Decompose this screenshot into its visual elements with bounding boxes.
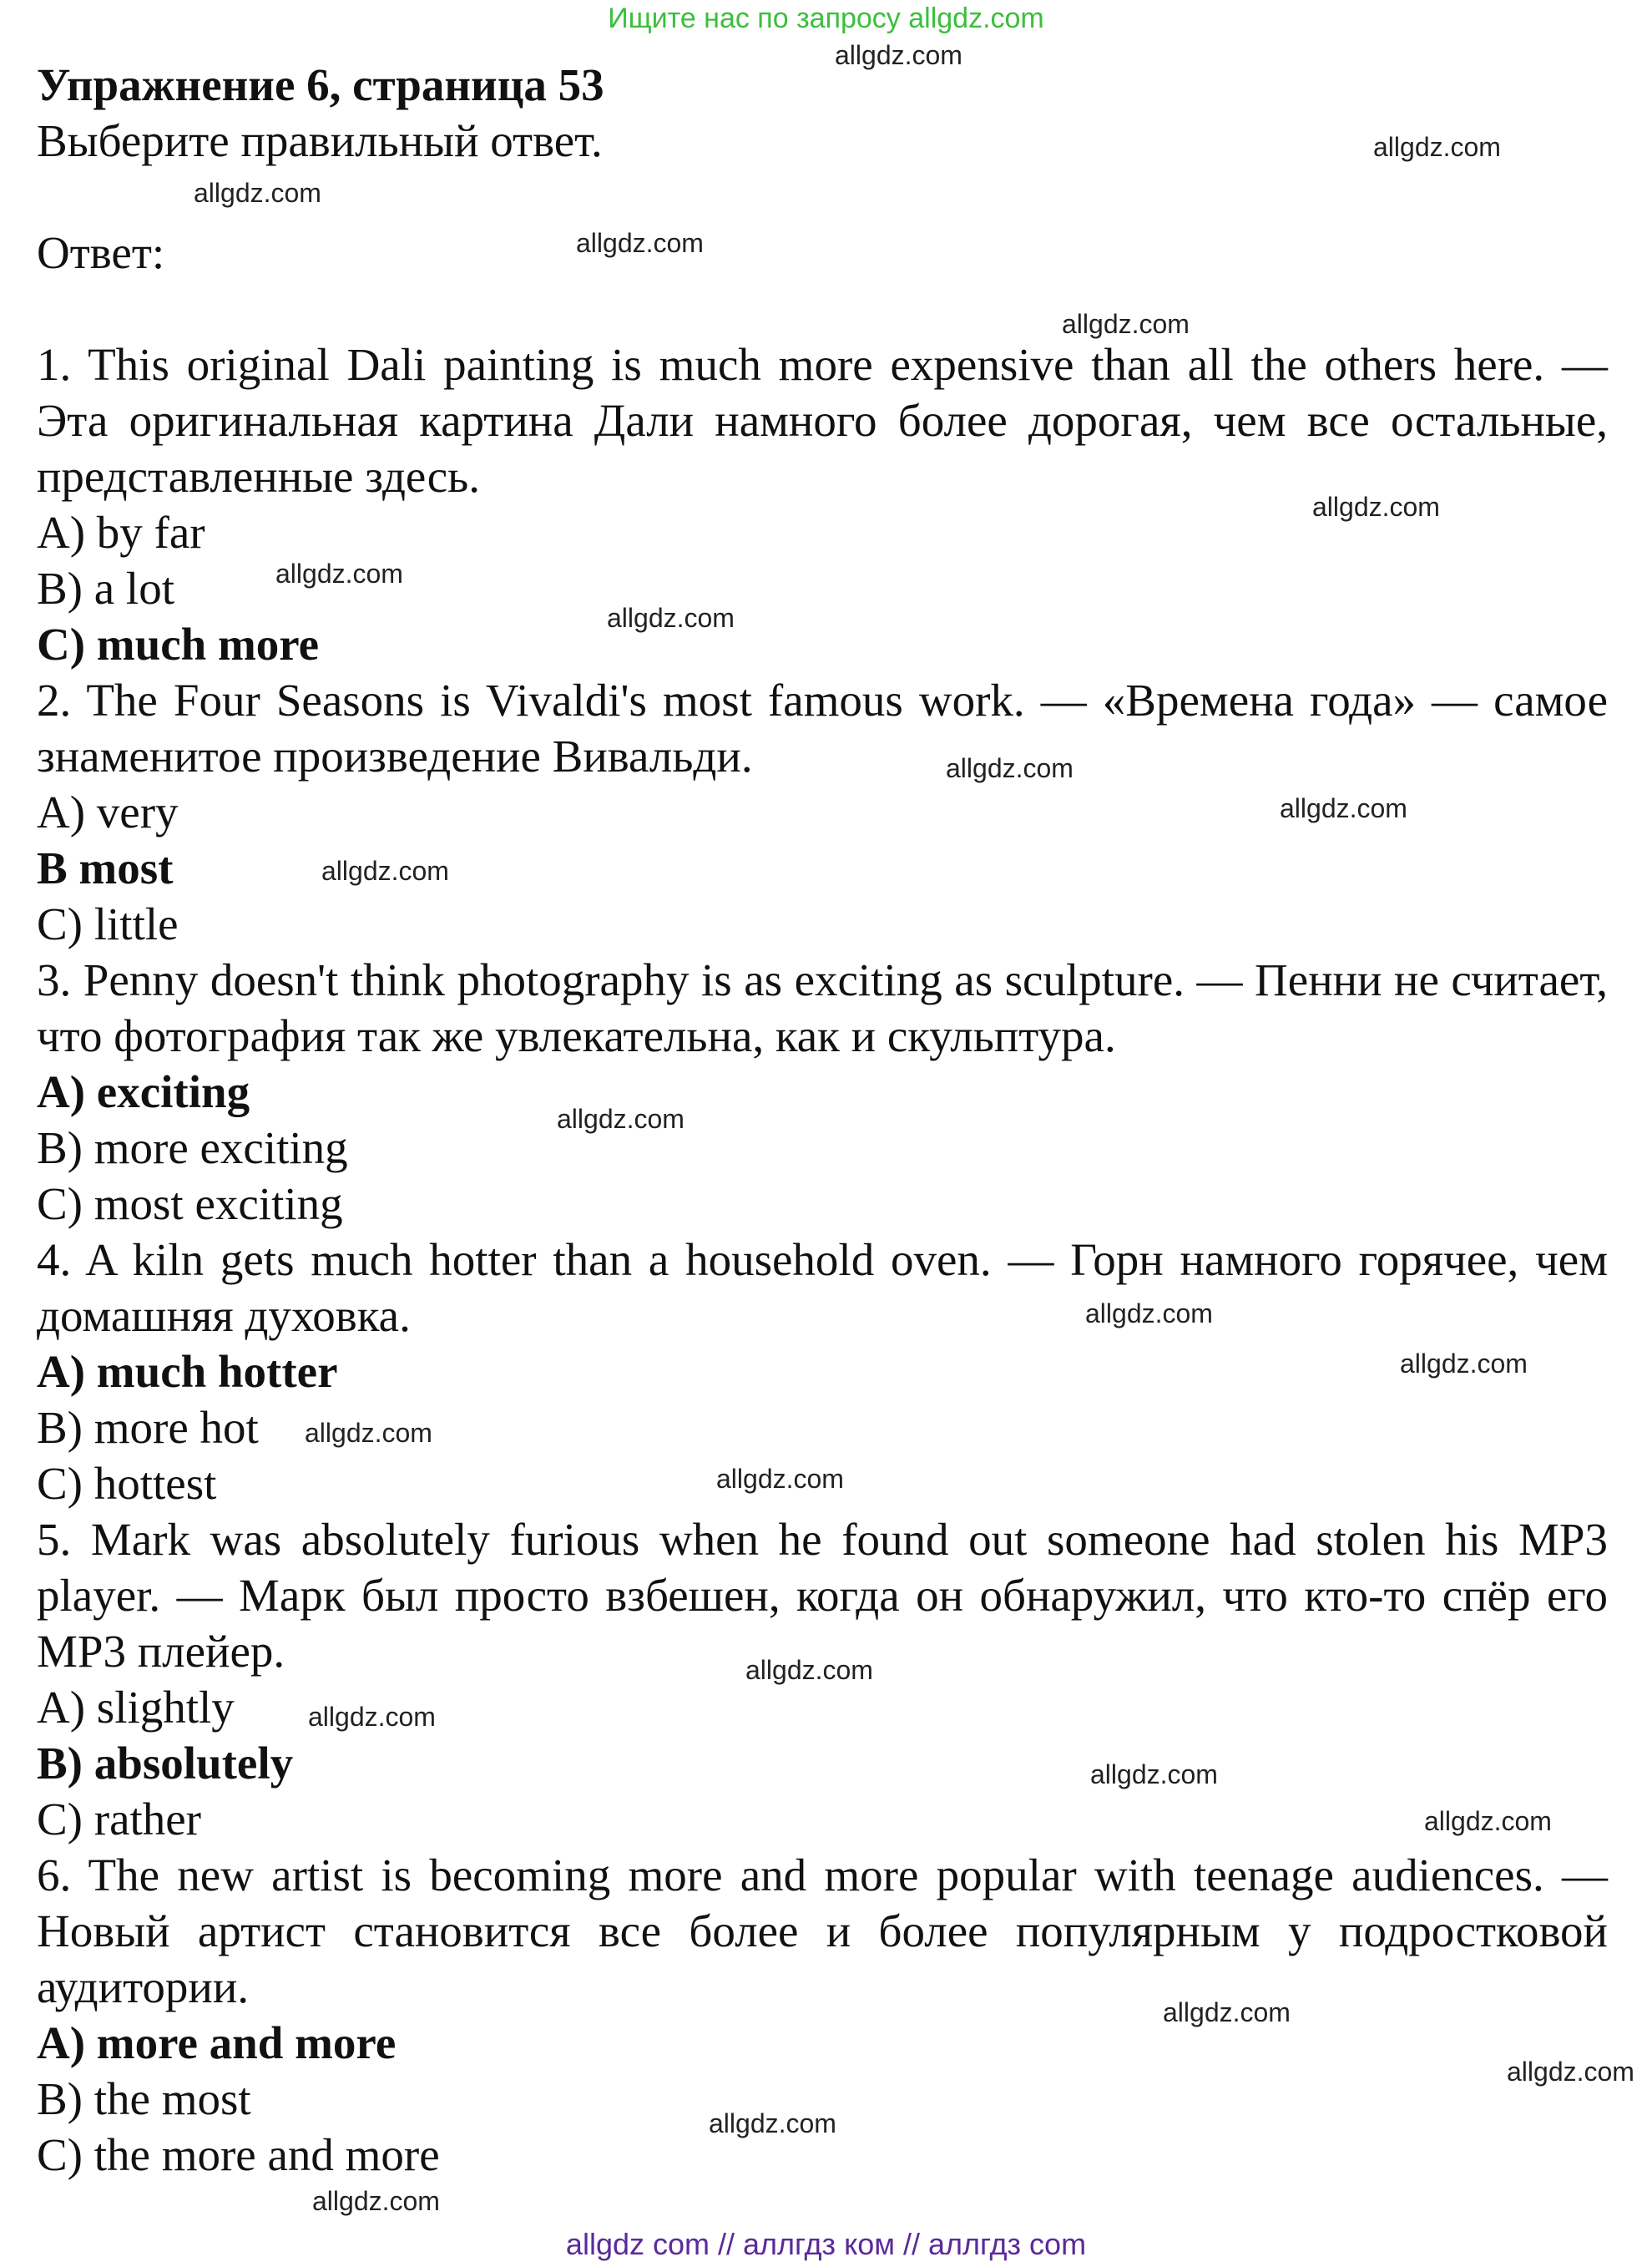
exercise-title: Упражнение 6, страница 53	[37, 59, 604, 110]
answer-option: B) a lot	[37, 563, 174, 614]
watermark: allgdz.com	[835, 40, 962, 70]
question-text: 1. This original Dali painting is much more expensive than all the others here. — Эта оригинальная картина Дали намного более дорогая, чем все остальные, представленные здесь.	[37, 339, 1608, 502]
answer-label: Ответ:	[37, 227, 165, 278]
answer-option: B) more hot	[37, 1402, 259, 1453]
watermark: allgdz.com	[1280, 793, 1407, 823]
answer-option-correct: A) exciting	[37, 1066, 250, 1117]
watermark: allgdz.com	[1373, 132, 1501, 162]
exercise-content	[37, 57, 1608, 2183]
answer-option: C) little	[37, 898, 179, 949]
answer-option: C) rather	[37, 1794, 201, 1844]
answer-option-correct: A) more and more	[37, 2017, 397, 2068]
watermark: allgdz.com	[557, 1104, 685, 1134]
answer-option: A) very	[37, 787, 179, 837]
watermark: allgdz.com	[1085, 1298, 1213, 1328]
watermark: allgdz.com	[576, 228, 704, 258]
watermark: allgdz.com	[1163, 1997, 1291, 2027]
answer-option: B) the most	[37, 2073, 251, 2124]
watermark: allgdz.com	[745, 1655, 873, 1685]
answer-option-correct: B) absolutely	[37, 1738, 294, 1789]
answer-option: B) more exciting	[37, 1122, 348, 1173]
watermark: allgdz.com	[1090, 1759, 1218, 1789]
watermark: allgdz.com	[1424, 1806, 1552, 1836]
watermark: allgdz.com	[709, 2108, 836, 2138]
watermark: allgdz.com	[312, 2186, 440, 2216]
watermark: allgdz.com	[716, 1464, 844, 1494]
answer-option: C) most exciting	[37, 1178, 343, 1229]
watermark: allgdz.com	[305, 1418, 432, 1448]
watermark: allgdz.com	[1507, 2057, 1634, 2087]
question-text: 6. The new artist is becoming more and more popular with teenage audiences. — Новый артист становится все более и более популярным у подростковой аудитории.	[37, 1850, 1608, 2012]
answer-option-correct: A) much hotter	[37, 1346, 338, 1397]
watermark: allgdz.com	[607, 603, 735, 633]
question-text: 5. Mark was absolutely furious when he found out someone had stolen his MP3 player. — Марк был просто взбешен, когда он обнаружил, что кто-то спёр его MP3 плейер.	[37, 1514, 1608, 1677]
watermark: allgdz.com	[946, 753, 1074, 783]
watermark: allgdz.com	[308, 1702, 436, 1732]
answer-option: A) by far	[37, 507, 205, 558]
watermark: allgdz.com	[194, 178, 321, 208]
watermark: allgdz.com	[1400, 1349, 1528, 1379]
question-text: 2. The Four Seasons is Vivaldi's most famous work. — «Времена года» — самое знаменитое произведение Вивальди.	[37, 675, 1608, 782]
watermark: allgdz.com	[321, 856, 449, 886]
answer-option: A) slightly	[37, 1682, 235, 1733]
watermark: allgdz.com	[1062, 309, 1190, 339]
answer-option: C) the more and more	[37, 2129, 440, 2180]
answer-option-correct: C) much more	[37, 619, 320, 670]
footer-links: allgdz com // аллгдз ком // аллгдз com	[565, 2227, 1087, 2261]
top-banner: Ищите нас по запросу allgdz.com	[608, 3, 1044, 34]
watermark: allgdz.com	[275, 559, 403, 589]
question-text: 4. A kiln gets much hotter than a household oven. — Горн намного горячее, чем домашняя духовка.	[37, 1234, 1608, 1341]
question-text: 3. Penny doesn't think photography is as exciting as sculpture. — Пенни не считает, что фотография так же увлекательна, как и скульптура.	[37, 954, 1608, 1061]
exercise-instruction: Выберите правильный ответ.	[37, 115, 603, 166]
answer-option-correct: B most	[37, 843, 174, 893]
watermark: allgdz.com	[1312, 492, 1440, 522]
answer-option: C) hottest	[37, 1458, 217, 1509]
